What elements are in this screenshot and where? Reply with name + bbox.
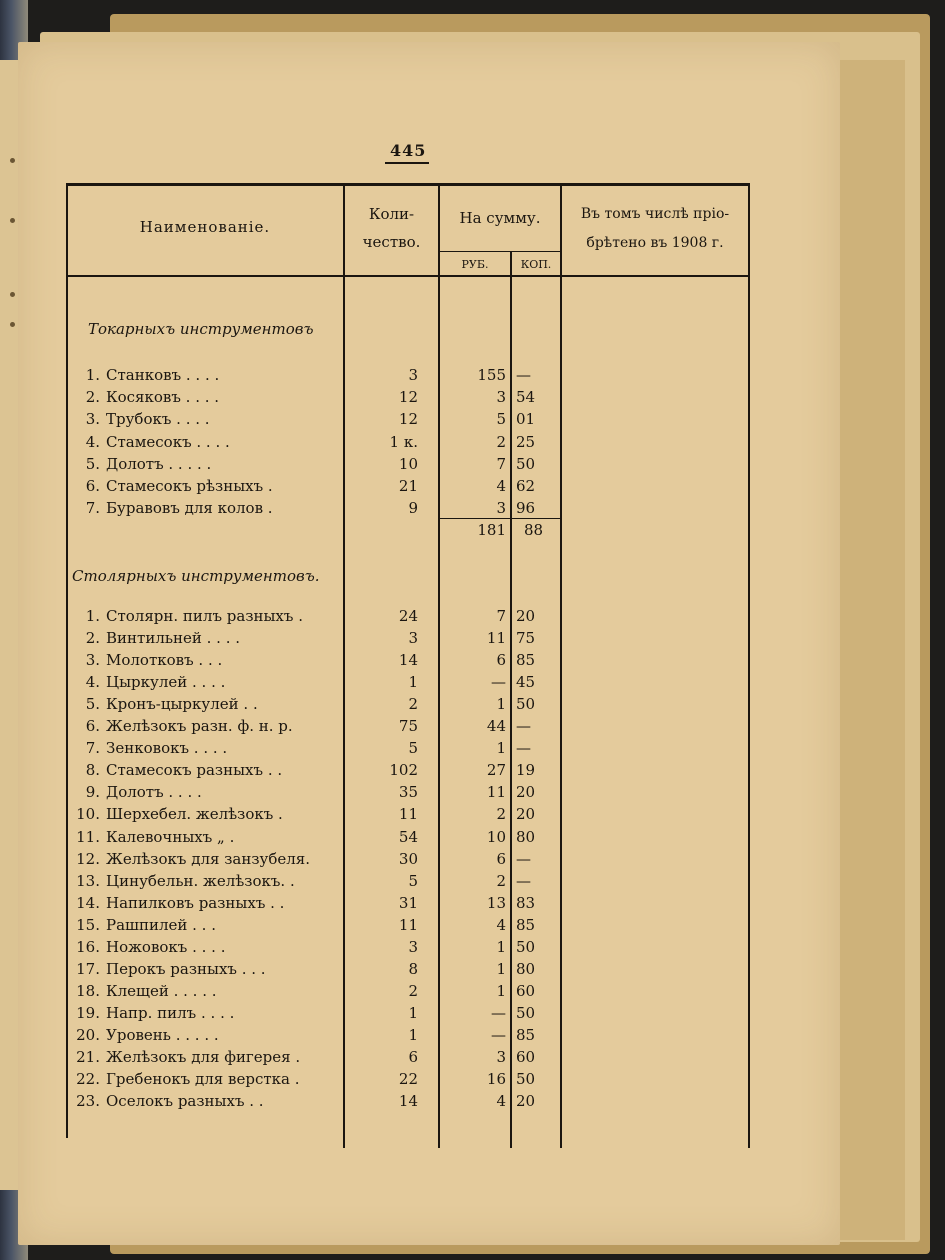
item-rubles: 155 xyxy=(477,366,506,384)
header-kop: КОП. xyxy=(520,258,552,271)
binding-hole xyxy=(10,292,15,297)
item-name: Напр. пилъ . . . . xyxy=(106,1004,235,1022)
item-rubles: 3 xyxy=(496,1048,506,1066)
item-quantity: 2 xyxy=(408,982,418,1000)
item-kopecks: 19 xyxy=(516,761,536,779)
table-row xyxy=(0,388,945,410)
item-kopecks: 50 xyxy=(516,1070,536,1088)
item-kopecks: 25 xyxy=(516,433,536,451)
binding-hole xyxy=(10,322,15,327)
subtotal-rub: 181 xyxy=(477,521,506,539)
row-number: 16. xyxy=(76,938,100,956)
item-name: Гребенокъ для верстка . xyxy=(106,1070,300,1088)
item-name: Зенковокъ . . . . xyxy=(106,739,228,757)
item-kopecks: 45 xyxy=(516,673,536,691)
row-number: 6. xyxy=(85,717,100,735)
item-quantity: 1 xyxy=(408,673,418,691)
item-name: Станковъ . . . . xyxy=(106,366,220,384)
item-name: Косяковъ . . . . xyxy=(106,388,220,406)
item-rubles: 11 xyxy=(486,783,506,801)
table-row xyxy=(0,761,945,783)
row-number: 7. xyxy=(85,739,100,757)
table-row xyxy=(0,850,945,872)
item-name: Желѣзокъ для фигерея . xyxy=(106,1048,301,1066)
item-quantity: 11 xyxy=(398,916,418,934)
row-number: 3. xyxy=(85,410,100,428)
item-quantity: 2 xyxy=(408,695,418,713)
item-quantity: 1 xyxy=(408,1026,418,1044)
item-quantity: 30 xyxy=(398,850,418,868)
item-name: Стамесокъ разныхъ . . xyxy=(106,761,283,779)
item-rubles: 10 xyxy=(486,828,506,846)
row-number: 4. xyxy=(85,433,100,451)
item-kopecks: — xyxy=(516,366,531,384)
item-quantity: 3 xyxy=(408,938,418,956)
item-rubles: 1 xyxy=(496,938,506,956)
item-rubles: 16 xyxy=(486,1070,506,1088)
item-name: Напилковъ разныхъ . . xyxy=(106,894,285,912)
item-kopecks: — xyxy=(516,872,531,890)
row-number: 7. xyxy=(85,499,100,517)
item-name: Столярн. пилъ разныхъ . xyxy=(106,607,303,625)
item-name: Молотковъ . . . xyxy=(106,651,223,669)
item-kopecks: 62 xyxy=(516,477,536,495)
row-number: 8. xyxy=(85,761,100,779)
row-number: 17. xyxy=(76,960,100,978)
item-kopecks: 80 xyxy=(516,960,536,978)
item-name: Винтильней . . . . xyxy=(106,629,241,647)
table-row xyxy=(0,783,945,805)
section-title-joinery: Столярныхъ инструментовъ. xyxy=(72,567,320,585)
item-quantity: 5 xyxy=(408,872,418,890)
row-number: 5. xyxy=(85,695,100,713)
item-quantity: 12 xyxy=(398,388,418,406)
table-row xyxy=(0,894,945,916)
row-number: 1. xyxy=(85,366,100,384)
table-row xyxy=(0,982,945,1004)
item-name: Уровень . . . . . xyxy=(106,1026,219,1044)
table-row xyxy=(0,938,945,960)
item-quantity: 1 xyxy=(408,1004,418,1022)
item-rubles: 27 xyxy=(486,761,506,779)
item-rubles: 7 xyxy=(496,607,506,625)
item-name: Буравовъ для колов . xyxy=(106,499,273,517)
sum-subheader-rule xyxy=(440,251,562,252)
item-name: Клещей . . . . . xyxy=(106,982,217,1000)
row-number: 23. xyxy=(76,1092,100,1110)
row-number: 18. xyxy=(76,982,100,1000)
header-incl-line1: Въ томъ числѣ пріо- xyxy=(580,206,730,222)
subtotal-kop: 88 xyxy=(524,521,544,539)
item-rubles: 1 xyxy=(496,695,506,713)
item-rubles: 6 xyxy=(496,850,506,868)
item-kopecks: 96 xyxy=(516,499,536,517)
item-quantity: 5 xyxy=(408,739,418,757)
row-number: 5. xyxy=(85,455,100,473)
binding-hole xyxy=(10,218,15,223)
table-row xyxy=(0,366,945,388)
page-number-underline xyxy=(385,162,429,164)
row-number: 21. xyxy=(76,1048,100,1066)
table-row xyxy=(0,1092,945,1114)
item-name: Цыркулей . . . . xyxy=(106,673,226,691)
item-rubles: 2 xyxy=(496,805,506,823)
item-kopecks: 75 xyxy=(516,629,536,647)
item-name: Шерхебел. желѣзокъ . xyxy=(106,805,283,823)
item-kopecks: 85 xyxy=(516,651,536,669)
item-kopecks: 50 xyxy=(516,938,536,956)
item-kopecks: 20 xyxy=(516,1092,536,1110)
item-quantity: 1 к. xyxy=(389,433,418,451)
table-row xyxy=(0,455,945,477)
item-quantity: 10 xyxy=(398,455,418,473)
table-row xyxy=(0,477,945,499)
item-quantity: 11 xyxy=(398,805,418,823)
item-quantity: 3 xyxy=(408,629,418,647)
item-name: Желѣзокъ для занзубеля. xyxy=(106,850,310,868)
item-rubles: 5 xyxy=(496,410,506,428)
item-name: Калевочныхъ „ . xyxy=(106,828,235,846)
table-row xyxy=(0,739,945,761)
row-number: 2. xyxy=(85,388,100,406)
item-name: Рашпилей . . . xyxy=(106,916,216,934)
row-number: 20. xyxy=(76,1026,100,1044)
item-kopecks: 85 xyxy=(516,916,536,934)
item-rubles: 3 xyxy=(496,499,506,517)
table-row xyxy=(0,695,945,717)
item-rubles: 11 xyxy=(486,629,506,647)
item-rubles: 1 xyxy=(496,982,506,1000)
table-row xyxy=(0,872,945,894)
item-kopecks: 85 xyxy=(516,1026,536,1044)
item-quantity: 14 xyxy=(398,1092,418,1110)
row-number: 11. xyxy=(76,828,100,846)
item-quantity: 35 xyxy=(398,783,418,801)
item-kopecks: — xyxy=(516,850,531,868)
item-name: Трубокъ . . . . xyxy=(106,410,210,428)
table-row xyxy=(0,1004,945,1026)
item-name: Желѣзокъ разн. ф. н. р. xyxy=(106,717,293,735)
item-rubles: 4 xyxy=(496,916,506,934)
table-header-rule xyxy=(66,275,750,277)
table-row xyxy=(0,1026,945,1048)
row-number: 12. xyxy=(76,850,100,868)
item-quantity: 12 xyxy=(398,410,418,428)
item-quantity: 21 xyxy=(398,477,418,495)
row-number: 4. xyxy=(85,673,100,691)
item-quantity: 14 xyxy=(398,651,418,669)
item-kopecks: 20 xyxy=(516,607,536,625)
item-rubles: 1 xyxy=(496,739,506,757)
item-rubles: 4 xyxy=(496,477,506,495)
item-kopecks: — xyxy=(516,717,531,735)
row-number: 1. xyxy=(85,607,100,625)
item-quantity: 102 xyxy=(389,761,418,779)
row-number: 14. xyxy=(76,894,100,912)
item-quantity: 22 xyxy=(398,1070,418,1088)
table-row xyxy=(0,410,945,432)
header-name: Наименованіе. xyxy=(139,218,271,236)
header-incl-line2: брѣтено въ 1908 г. xyxy=(586,235,724,251)
item-rubles: 44 xyxy=(486,717,506,735)
item-kopecks: 50 xyxy=(516,695,536,713)
row-number: 6. xyxy=(85,477,100,495)
row-number: 3. xyxy=(85,651,100,669)
row-number: 19. xyxy=(76,1004,100,1022)
item-quantity: 31 xyxy=(398,894,418,912)
row-number: 22. xyxy=(76,1070,100,1088)
table-row xyxy=(0,651,945,673)
item-kopecks: 60 xyxy=(516,1048,536,1066)
item-name: Кронъ-цыркулей . . xyxy=(106,695,258,713)
item-rubles: — xyxy=(491,1004,506,1022)
item-kopecks: 80 xyxy=(516,828,536,846)
item-quantity: 8 xyxy=(408,960,418,978)
table-row xyxy=(0,828,945,850)
item-rubles: 1 xyxy=(496,960,506,978)
item-quantity: 54 xyxy=(398,828,418,846)
item-kopecks: — xyxy=(516,739,531,757)
table-row xyxy=(0,607,945,629)
item-name: Оселокъ разныхъ . . xyxy=(106,1092,264,1110)
table-row xyxy=(0,433,945,455)
item-quantity: 6 xyxy=(408,1048,418,1066)
header-qty-line2: чество. xyxy=(362,233,421,251)
table-row xyxy=(0,916,945,938)
item-kopecks: 01 xyxy=(516,410,536,428)
header-rub: РУБ. xyxy=(461,258,489,271)
row-number: 15. xyxy=(76,916,100,934)
item-quantity: 24 xyxy=(398,607,418,625)
table-top-rule xyxy=(66,183,750,186)
table-row xyxy=(0,805,945,827)
item-quantity: 3 xyxy=(408,366,418,384)
row-number: 2. xyxy=(85,629,100,647)
item-rubles: 4 xyxy=(496,1092,506,1110)
item-name: Стамесокъ . . . . xyxy=(106,433,230,451)
item-rubles: 13 xyxy=(486,894,506,912)
item-name: Долотъ . . . . . xyxy=(106,455,212,473)
item-rubles: 2 xyxy=(496,433,506,451)
item-name: Перокъ разныхъ . . . xyxy=(106,960,266,978)
item-quantity: 75 xyxy=(398,717,418,735)
table-row xyxy=(0,1048,945,1070)
item-kopecks: 20 xyxy=(516,783,536,801)
row-number: 10. xyxy=(76,805,100,823)
table-row xyxy=(0,1070,945,1092)
item-kopecks: 60 xyxy=(516,982,536,1000)
item-rubles: 7 xyxy=(496,455,506,473)
item-quantity: 9 xyxy=(408,499,418,517)
table-row xyxy=(0,629,945,651)
item-rubles: — xyxy=(491,673,506,691)
table-row xyxy=(0,673,945,695)
item-kopecks: 50 xyxy=(516,1004,536,1022)
item-name: Долотъ . . . . xyxy=(106,783,202,801)
header-qty-line1: Коли- xyxy=(368,205,415,223)
item-name: Ножовокъ . . . . xyxy=(106,938,226,956)
section-title-turning: Токарныхъ инструментовъ xyxy=(88,320,314,338)
binding-hole xyxy=(10,158,15,163)
table-row xyxy=(0,960,945,982)
item-rubles: — xyxy=(491,1026,506,1044)
item-rubles: 3 xyxy=(496,388,506,406)
table-row xyxy=(0,717,945,739)
item-kopecks: 20 xyxy=(516,805,536,823)
row-number: 13. xyxy=(76,872,100,890)
page-number: 445 xyxy=(390,141,427,160)
item-kopecks: 54 xyxy=(516,388,536,406)
item-kopecks: 50 xyxy=(516,455,536,473)
table-row xyxy=(0,499,945,521)
item-name: Цинубельн. желѣзокъ. . xyxy=(106,872,295,890)
item-name: Стамесокъ рѣзныхъ . xyxy=(106,477,273,495)
header-sum: На сумму. xyxy=(459,209,541,227)
item-rubles: 6 xyxy=(496,651,506,669)
row-number: 9. xyxy=(85,783,100,801)
item-rubles: 2 xyxy=(496,872,506,890)
item-kopecks: 83 xyxy=(516,894,536,912)
